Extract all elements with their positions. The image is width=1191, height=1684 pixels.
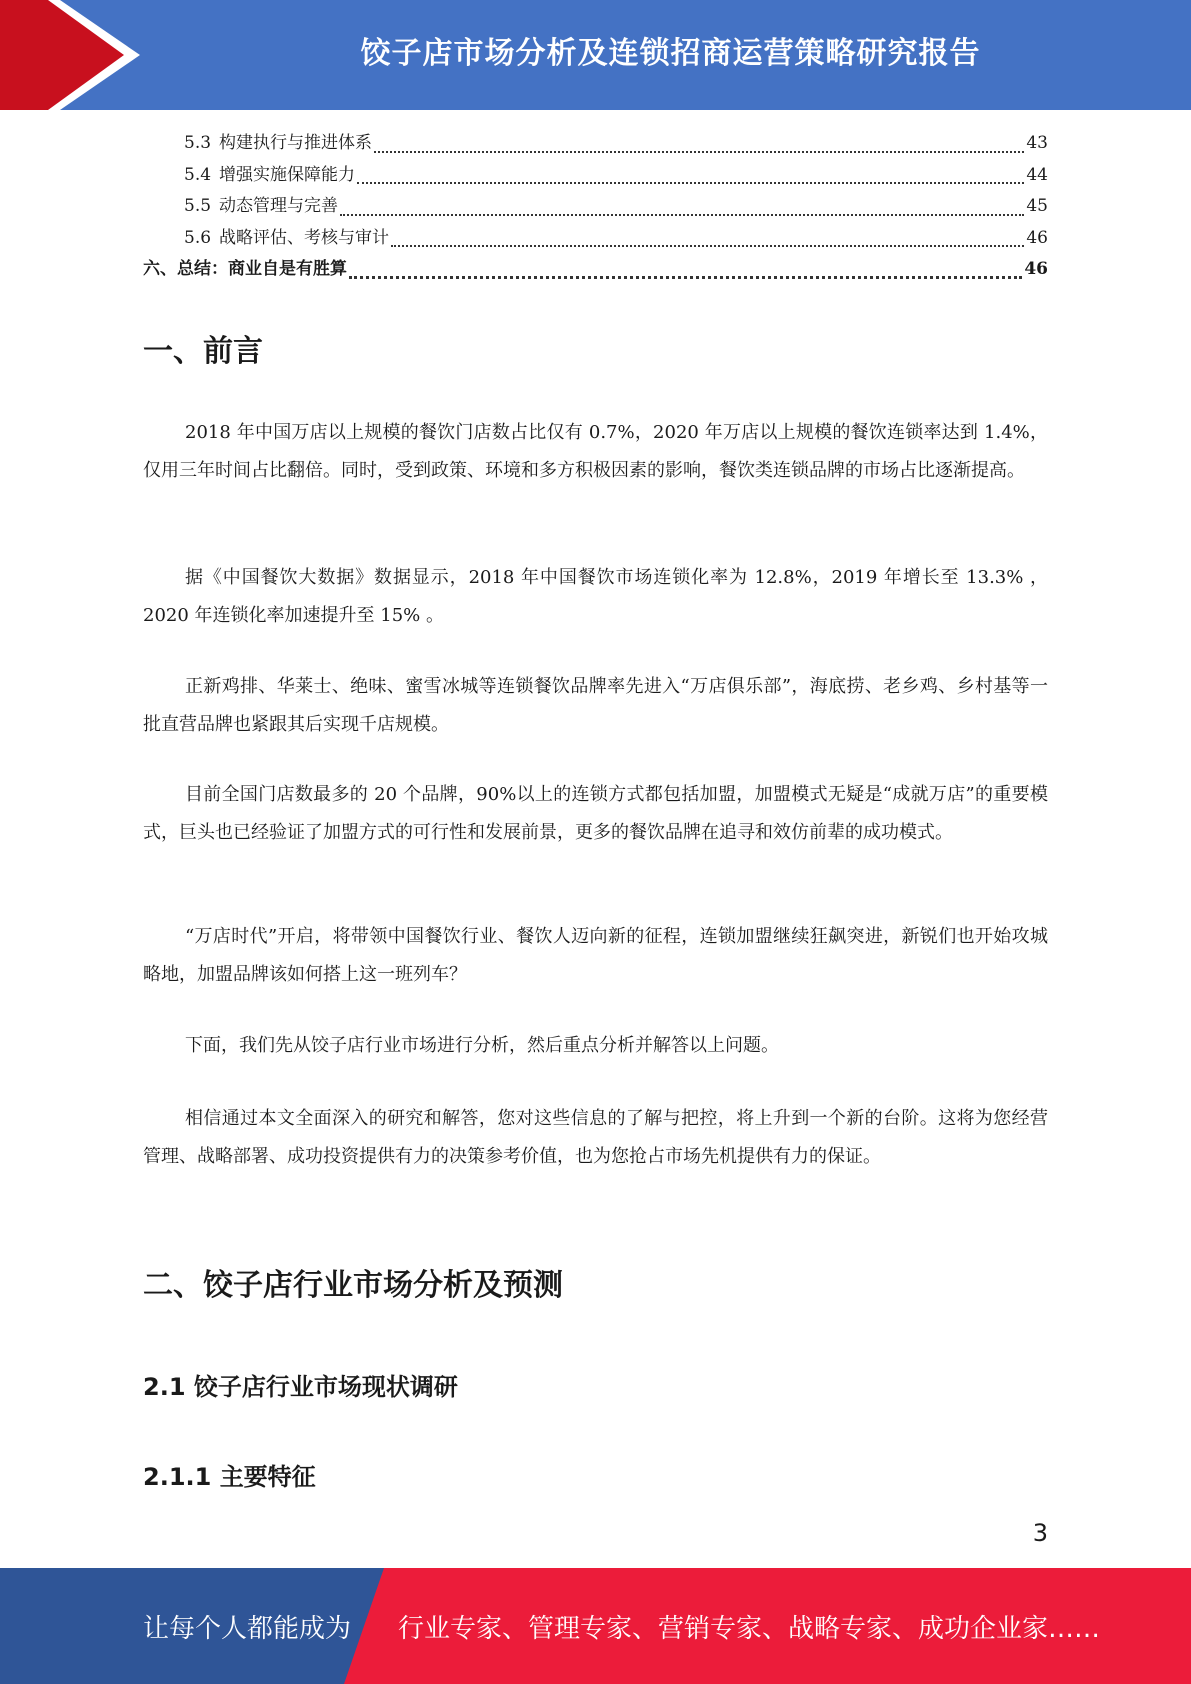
document-title: 饺子店市场分析及连锁招商运营策略研究报告 [360,36,981,71]
toc-item-title: 战略评估、考核与审计 [219,227,390,248]
paragraph: “万店时代”开启，将带领中国餐饮行业、餐饮人迈向新的征程，连锁加盟继续狂飙突进，新锐们也开始攻城略地，加盟品牌该如何搭上这一班列车？ [143,926,1048,985]
toc-leader-dots [349,276,1022,279]
subsubsection-heading: 2.1.1 主要特征 [143,1463,316,1491]
toc-leader-dots [391,245,1024,247]
toc-item-title: 动态管理与完善 [219,196,339,216]
page-header [0,0,1191,110]
paragraph: 正新鸡排、华莱士、绝味、蜜雪冰城等连锁餐饮品牌率先进入“万店俱乐部”，海底捞、老乡鸡、乡村基等一批直营品牌也紧跟其后实现千店规模。 [143,676,1048,735]
paragraph: 据《中国餐饮大数据》数据显示，2018 年中国餐饮市场连锁化率为 12.8%，2019 年增长至 13.3% ，2020 年连锁化率加速提升至 15% 。 [143,567,1048,626]
section-heading: 二、饺子店行业市场分析及预测 [143,1268,563,1303]
subsection-heading: 2.1 饺子店行业市场现状调研 [143,1373,458,1401]
section-heading: 一、前言 [143,334,263,369]
toc-item[interactable] [143,223,1048,255]
toc-item-page: 46 [1026,227,1048,248]
toc-item[interactable] [143,128,1048,160]
toc-item-page: 44 [1026,164,1048,185]
toc-item-title: 增强实施保障能力 [219,164,356,185]
toc-item[interactable] [143,160,1048,192]
toc-item-page: 46 [1024,259,1048,279]
table-of-contents [143,128,1048,286]
toc-leader-dots [340,214,1024,216]
paragraph: 2018 年中国万店以上规模的餐饮门店数占比仅有 0.7%，2020 年万店以上规模的餐饮连锁率达到 1.4%，仅用三年时间占比翻倍。同时，受到政策、环境和多方积极因素的影响，餐饮类连锁品牌的市场占比逐渐提高。 [143,422,1048,481]
toc-item-number: 5.4 [184,164,212,185]
paragraph: 下面，我们先从饺子店行业市场进行分析，然后重点分析并解答以上问题。 [185,1035,779,1056]
toc-item-number: 5.3 [184,133,212,153]
toc-leader-dots [357,182,1024,184]
toc-item[interactable] [143,254,1048,286]
footer-slogan-left: 让每个人都能成为 [143,1613,352,1644]
footer-slogan-right: 行业专家、管理专家、营销专家、战略专家、成功企业家…… [398,1613,1101,1644]
paragraph: 相信通过本文全面深入的研究和解答，您对这些信息的了解与把控，将上升到一个新的台阶。这将为您经营管理、战略部署、成功投资提供有力的决策参考价值，也为您抢占市场先机提供有力的保证。 [143,1108,1048,1167]
toc-item-title: 构建执行与推进体系 [219,133,373,153]
header-arrow-decoration [0,0,160,110]
toc-item[interactable] [143,191,1048,223]
toc-item-number: 5.5 [184,196,212,216]
paragraph: 目前全国门店数最多的 20 个品牌，90%以上的连锁方式都包括加盟，加盟模式无疑是“成就万店”的重要模式，巨头也已经验证了加盟方式的可行性和发展前景，更多的餐饮品牌在追寻和效仿前辈的成功模式。 [143,784,1048,843]
toc-item-page: 45 [1026,196,1048,216]
toc-item-title: 六、总结：商业自是有胜算 [143,259,347,279]
toc-item-number: 5.6 [184,227,212,248]
toc-item-page: 43 [1026,133,1048,153]
page-footer [0,1568,1191,1684]
toc-leader-dots [374,151,1024,153]
page-number: 3 [1032,1519,1048,1547]
